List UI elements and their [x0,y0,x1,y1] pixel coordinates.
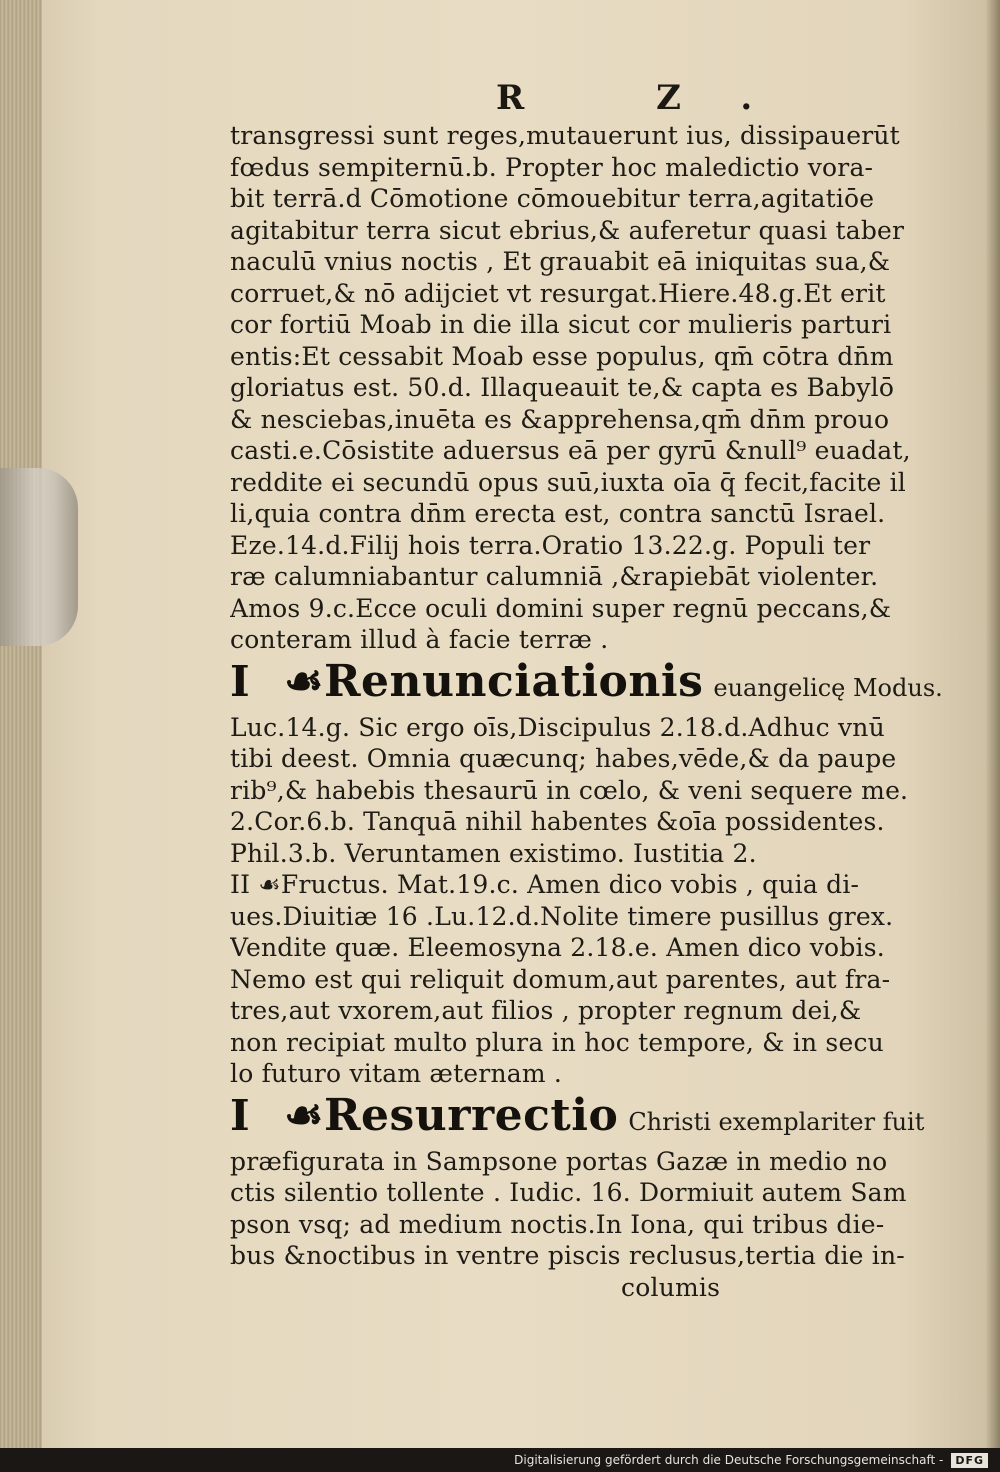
text-line: Luc.14.g. Sic ergo oīs,Discipulus 2.18.d.Adhuc vnū [230,712,885,742]
text-line: præfigurata in Sampsone portas Gazæ in medio no [230,1146,888,1176]
text-line: Phil.3.b. Veruntamen existimo. Iustitia 2. [230,838,757,868]
text-line: 2.Cor.6.b. Tanquā nihil habentes &oīa possidentes. [230,807,885,836]
text-line: agitabitur terra sicut ebrius,& auferetur quasi taber [230,215,905,245]
text-line: gloriatus est. 50.d. Illaqueauit te,& capta es Babylō [230,373,895,402]
section-subtitle: euangelicę Modus. [713,673,943,702]
text-line: reddite ei secundū opus suū,iuxta oīa q̄ fecit,facite il [230,467,906,497]
paragraph-c [230,1146,946,1304]
text-line: li,quia contra dn̄m erecta est, contra sanctū Israel. [230,499,886,528]
text-line: non recipiat multo plura in hoc tempore, & in secu [230,1027,884,1057]
text-line: ctis silentio tollente . Iudic. 16. Dormiuit autem Sam [230,1178,907,1207]
text-block [230,120,946,1303]
text-line: rib⁹,& habebis thesaurū in cœlo, & veni sequere me. [230,775,909,805]
running-head: R Z. [496,78,813,118]
paragraph-a [230,120,946,656]
section-heading-renunciationis [230,656,946,712]
text-line: tres,aut vxorem,aut filios , propter regnum dei,& [230,996,862,1025]
ribbon-bookmark [0,468,78,646]
text-line: bus &noctibus in ventre piscis reclusus,tertia die in- [230,1241,905,1270]
text-line: ues.Diuitiæ 16 .Lu.12.d.Nolite timere pusillus grex. [230,901,894,931]
dfg-logo: DFG [951,1453,988,1468]
text-line: II ☙Fructus. Mat.19.c. Amen dico vobis , quia di- [230,870,860,899]
text-line: naculū vnius noctis , Et grauabit eā iniquitas sua,& [230,247,891,276]
digitization-footer [0,1448,1000,1472]
catchword: columis [230,1272,721,1302]
text-line: ræ calumniabantur calumniā ,&rapiebāt violenter. [230,562,879,591]
section-title: ☙Resurrectio [284,1089,619,1141]
text-line: Vendite quæ. Eleemosyna 2.18.e. Amen dico vobis. [230,933,885,962]
text-line: fœdus sempiternū.b. Propter hoc maledictio vora- [230,152,874,182]
page-gutter [986,0,1000,1448]
text-line: & nesciebas,inuēta es &apprehensa,qm̄ dn̄m prouo [230,404,890,434]
text-line: pson vsq; ad medium noctis.In Iona, qui tribus die- [230,1209,885,1239]
section-heading-resurrectio [230,1090,946,1146]
text-line: cor fortiū Moab in die illa sicut cor mulieris parturi [230,310,892,339]
text-line: casti.e.Cōsistite aduersus eā per gyrū &null⁹ euadat, [230,436,911,465]
section-title: ☙Renunciationis [284,655,704,707]
section-numeral: I [230,1090,250,1140]
text-line: entis:Et cessabit Moab esse populus, qm̄ cōtra dn̄m [230,341,894,371]
text-line: lo futuro vitam æternam . [230,1059,563,1088]
text-line: Eze.14.d.Filij hois terra.Oratio 13.22.g. Populi ter [230,530,871,560]
section-numeral: I [230,656,250,706]
text-line: corruet,& nō adijciet vt resurgat.Hiere.48.g.Et erit [230,278,886,308]
text-line: conteram illud à facie terræ . [230,625,609,654]
text-line: Amos 9.c.Ecce oculi domini super regnū peccans,& [230,593,892,623]
text-line: Nemo est qui reliquit domum,aut parentes, aut fra- [230,964,891,994]
funding-credit: Digitalisierung gefördert durch die Deutsche Forschungsgemeinschaft - [514,1453,944,1467]
text-line: tibi deest. Omnia quæcunq; habes,vēde,& da paupe [230,744,897,773]
text-line: bit terrā.d Cōmotione cōmouebitur terra,agitatiōe [230,184,875,213]
page-edges [0,0,42,1448]
text-line: transgressi sunt reges,mutauerunt ius, dissipauerūt [230,121,900,150]
paragraph-b [230,712,946,1090]
section-subtitle: Christi exemplariter fuit [628,1107,925,1136]
